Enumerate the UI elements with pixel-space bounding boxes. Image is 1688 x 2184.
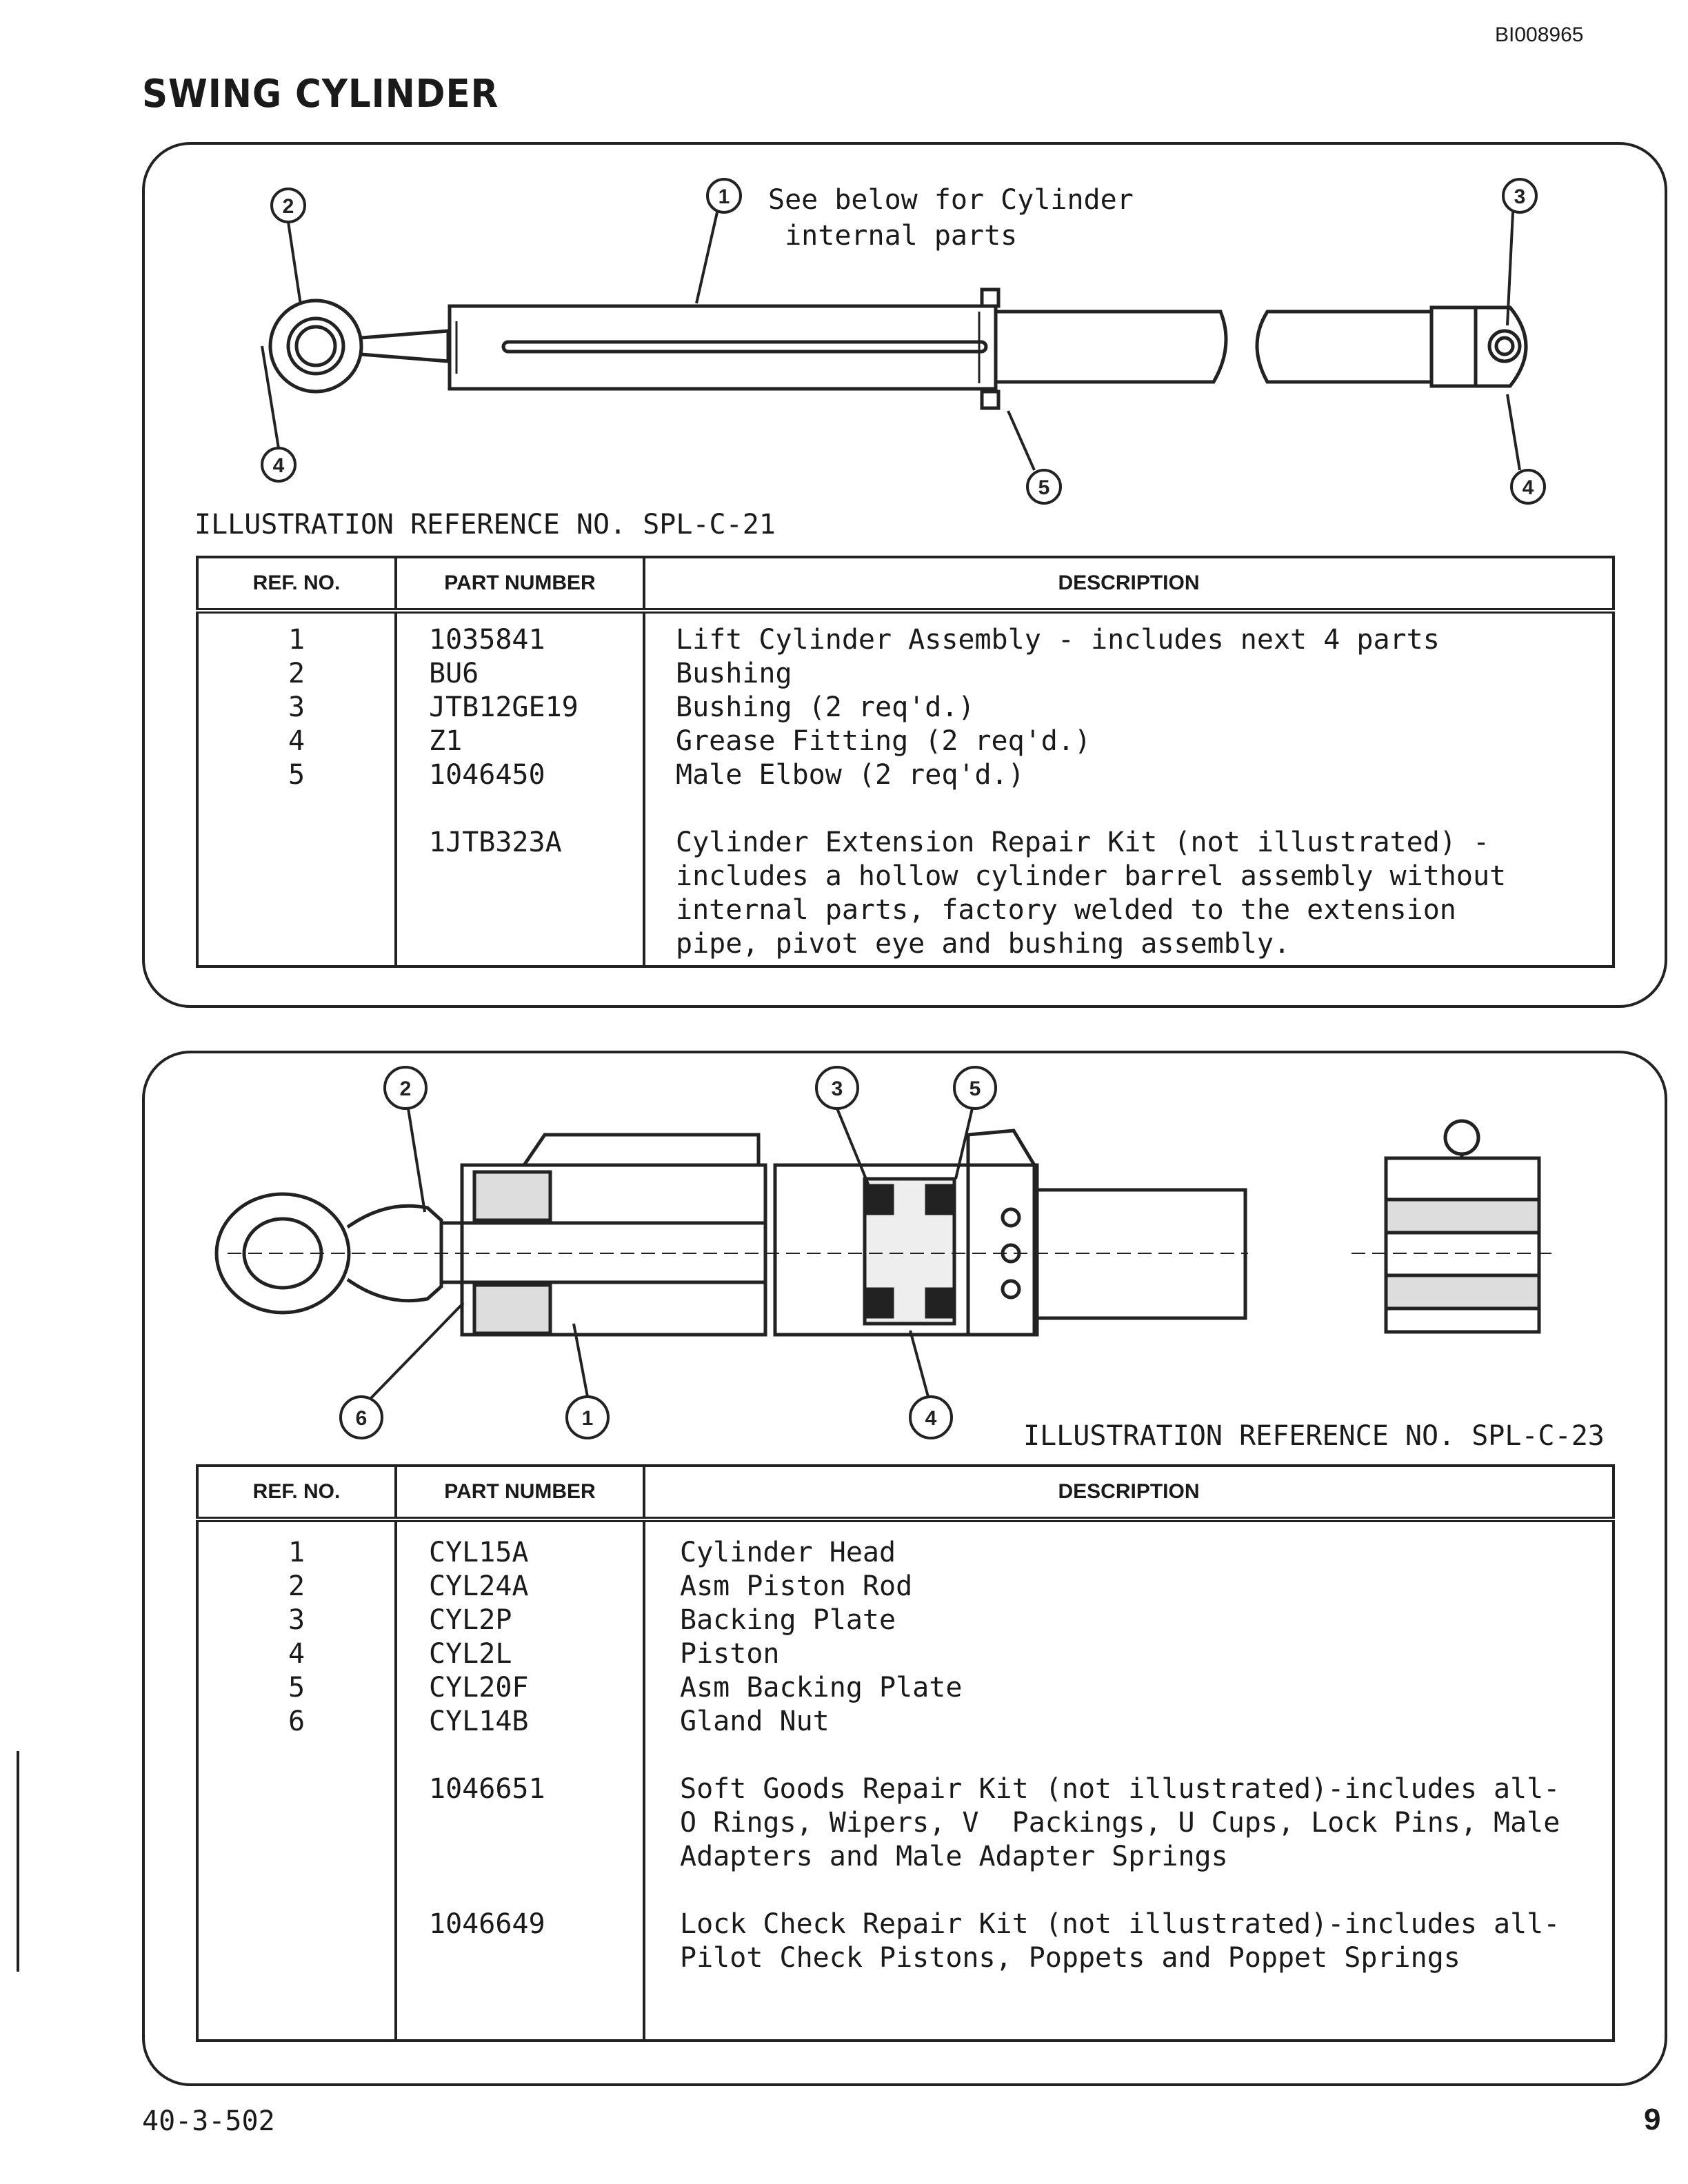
- margin-mark: [17, 1751, 19, 1972]
- document-number: 40-3-502: [142, 2105, 275, 2137]
- header-ref-no: REF. NO.: [197, 1466, 396, 1519]
- callout-2: 2: [282, 195, 294, 218]
- cylinder-assembly-drawing: [0, 0, 1688, 552]
- header-ref-no: REF. NO.: [197, 557, 396, 611]
- callout-6: 6: [355, 1407, 368, 1430]
- document-id: BI008965: [1495, 23, 1584, 46]
- header-description: DESCRIPTION: [644, 1466, 1614, 1519]
- cylinder-internals-note: See below for Cylinder internal parts: [768, 184, 1134, 252]
- callout-3: 3: [831, 1078, 843, 1100]
- page-number: 9: [1644, 2103, 1661, 2136]
- header-part-number: PART NUMBER: [396, 557, 644, 611]
- callout-4-right: 4: [1522, 476, 1534, 499]
- callout-5: 5: [969, 1078, 981, 1100]
- description-column: Cylinder Head Asm Piston Rod Backing Plate Piston Asm Backing Plate Gland Nut Soft Goods Repair Kit (not illustrated)-includes all- O Rings, Wipers, V Packings, U Cups, Lock Pins, Male Adapters and Male Adapter Springs Lock Check Repair Kit (not illustrated)-includes all- Pilot Check Pistons, Poppets and Poppet Springs: [644, 1519, 1614, 2041]
- callout-3: 3: [1514, 185, 1526, 208]
- callout-1: 1: [718, 185, 730, 208]
- page-title: SWING CYLINDER: [142, 72, 499, 117]
- ref-no-column: 1 2 3 4 5 6: [288, 1537, 305, 1737]
- parts-table-internal: [196, 1464, 1615, 2042]
- cylinder-internal-drawing: [0, 1034, 1688, 1462]
- part-number-column: 1035841 BU6 JTB12GE19 Z1 1046450 1JTB323A: [396, 611, 644, 967]
- callout-1: 1: [581, 1407, 594, 1430]
- header-description: DESCRIPTION: [644, 557, 1614, 611]
- parts-table-assembly: [196, 556, 1615, 968]
- header-part-number: PART NUMBER: [396, 1466, 644, 1519]
- part-number-column: CYL15A CYL24A CYL2P CYL2L CYL20F CYL14B 1046651 1046649: [396, 1519, 644, 2041]
- callout-4-left: 4: [272, 454, 285, 477]
- illustration-reference: ILLUSTRATION REFERENCE NO. SPL-C-21: [194, 509, 776, 540]
- description-column: Lift Cylinder Assembly - includes next 4 parts Bushing Bushing (2 req'd.) Grease Fitting (2 req'd.) Male Elbow (2 req'd.) Cylinder Extension Repair Kit (not illustrated) - includes a hollow cylinder barrel assembly without internal parts, factory welded to the extension pipe, pivot eye and bushing assembly.: [644, 611, 1614, 967]
- callout-4: 4: [925, 1407, 937, 1430]
- illustration-reference: ILLUSTRATION REFERENCE NO. SPL-C-23: [1023, 1420, 1605, 1452]
- callout-5: 5: [1038, 476, 1050, 499]
- ref-no-column: 1 2 3 4 5: [288, 624, 305, 791]
- callout-2: 2: [399, 1078, 412, 1100]
